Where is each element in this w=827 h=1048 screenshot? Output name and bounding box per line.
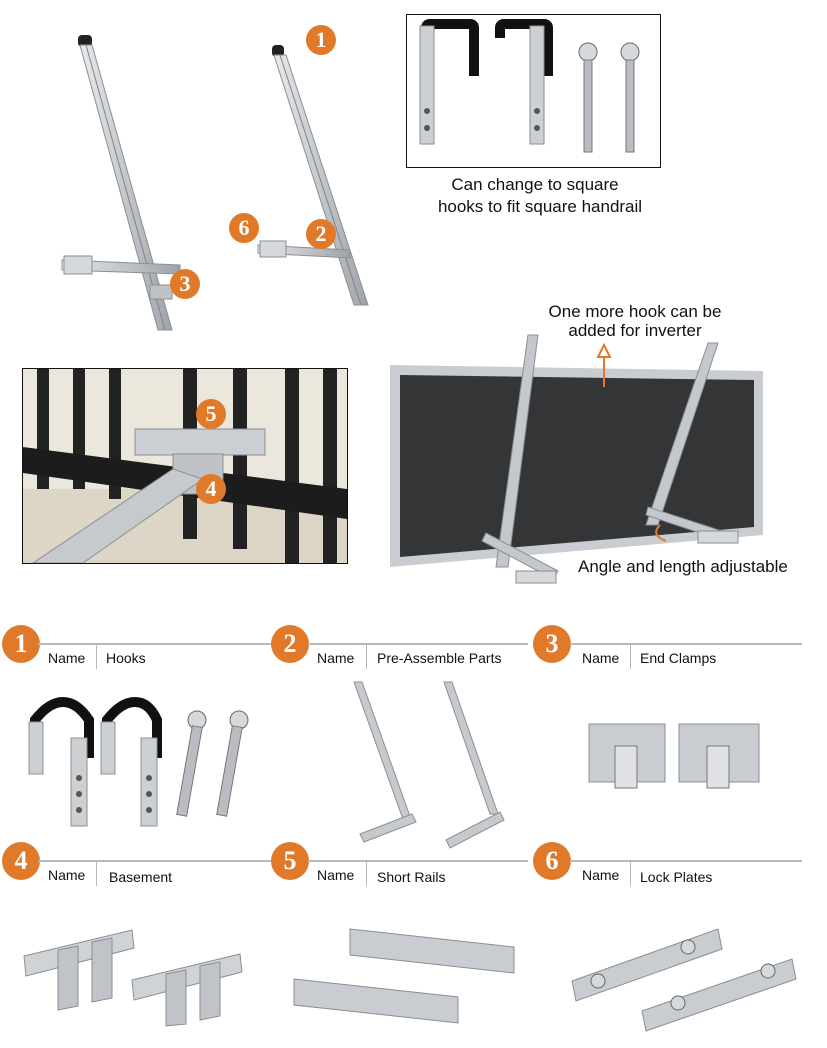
badge-3-top: 3 xyxy=(170,269,200,299)
part-badge-1: 1 xyxy=(2,625,40,663)
part-badge-6: 6 xyxy=(533,842,571,880)
part-name-hooks: Hooks xyxy=(106,650,146,666)
part-key-4: Name xyxy=(48,867,86,883)
part-key-1: Name xyxy=(48,650,86,666)
part-rule-1 xyxy=(38,643,283,645)
part-rule-6 xyxy=(570,860,802,862)
part-key-5: Name xyxy=(317,867,355,883)
angle-caption: Angle and length adjustable xyxy=(578,557,788,576)
part-rule-3 xyxy=(570,643,802,645)
bracket-illustration-left xyxy=(50,30,270,330)
part-key-6: Name xyxy=(582,867,620,883)
end-clamps-part-illustration xyxy=(585,718,775,798)
part-badge-4: 4 xyxy=(2,842,40,880)
badge-2-top: 2 xyxy=(306,219,336,249)
badge-5-photo: 5 xyxy=(196,399,226,429)
part-rule-2 xyxy=(308,643,528,645)
hooks-part-illustration xyxy=(25,698,265,828)
part-name-basement: Basement xyxy=(109,869,173,885)
part-name-short-rails: Short Rails xyxy=(377,869,446,885)
badge-1-top: 1 xyxy=(306,25,336,55)
part-name-pre-assemble: Pre-Assemble Parts xyxy=(377,650,502,666)
part-key-2: Name xyxy=(317,650,355,666)
square-hooks-illustration xyxy=(408,16,658,166)
bracket-illustration-middle xyxy=(250,45,400,325)
inverter-caption-line2: added for inverter xyxy=(568,321,702,340)
short-rails-part-illustration xyxy=(290,925,520,1025)
part-badge-2: 2 xyxy=(271,625,309,663)
part-badge-5: 5 xyxy=(271,842,309,880)
part-key-3: Name xyxy=(582,650,620,666)
basement-part-illustration xyxy=(22,926,262,1026)
part-name-lock-plates: Lock Plates xyxy=(640,869,713,885)
part-rule-4 xyxy=(38,860,283,862)
square-hooks-caption-line2: hooks to fit square handrail xyxy=(437,197,643,216)
handrail-photo xyxy=(22,368,348,564)
part-badge-3: 3 xyxy=(533,625,571,663)
pre-assemble-part-illustration xyxy=(350,678,530,848)
lock-plates-part-illustration xyxy=(568,925,808,1025)
square-hooks-caption-line1: Can change to square xyxy=(451,175,619,194)
badge-4-photo: 4 xyxy=(196,474,226,504)
inverter-caption-line1: One more hook can be xyxy=(548,302,722,321)
badge-6-top: 6 xyxy=(229,213,259,243)
part-name-end-clamps: End Clamps xyxy=(640,650,717,666)
part-rule-5 xyxy=(308,860,528,862)
